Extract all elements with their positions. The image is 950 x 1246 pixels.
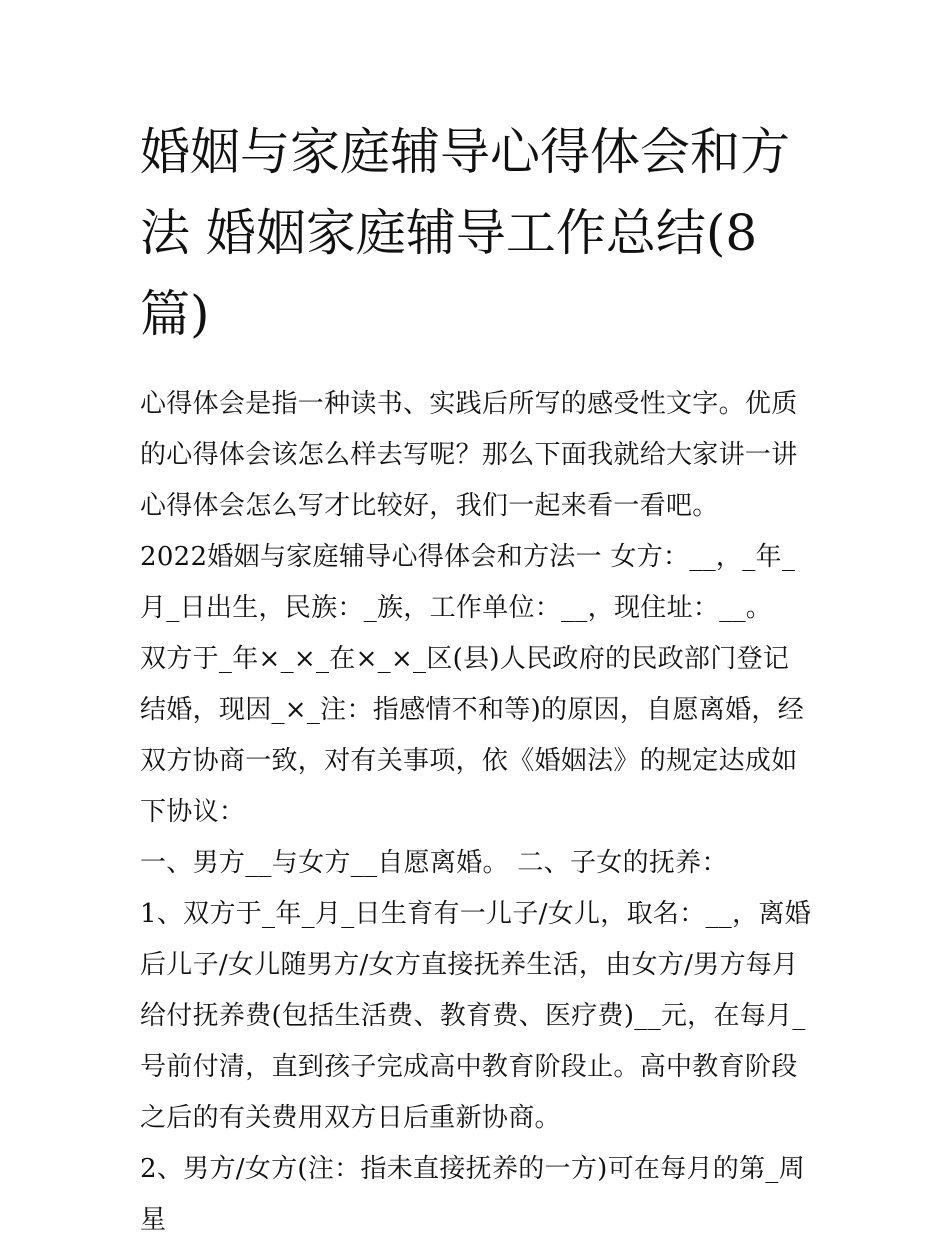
paragraph-visitation: 2、男方/女方(注：指未直接抚养的一方)可在每月的第_周星 bbox=[140, 1154, 805, 1235]
paragraph-clause-1: 一、男方__与女方__自愿离婚。 二、子女的抚养： bbox=[140, 848, 728, 878]
document-body bbox=[140, 379, 812, 1246]
paragraph-marriage-registration: 双方于_年×_×_在×_×_区(县)人民政府的民政部门登记结婚，现因_×_注：指感情不和等)的原因，自愿离婚，经双方协商一致，对有关事项，依《婚姻法》的规定达成如下协议： bbox=[140, 644, 805, 827]
intro-paragraph: 心得体会是指一种读书、实践后所写的感受性文字。优质的心得体会该怎么样去写呢？那么下面我就给大家讲一讲心得体会怎么写才比较好，我们一起来看一看吧。 bbox=[140, 389, 798, 521]
document-title: 婚姻与家庭辅导心得体会和方法 婚姻家庭辅导工作总结(8篇) bbox=[140, 123, 790, 343]
paragraph-party-info: 2022婚姻与家庭辅导心得体会和方法一 女方：__，_年_月_日出生，民族：_族，工作单位：__，现住址：__。 bbox=[140, 542, 796, 623]
document-page bbox=[140, 112, 812, 1246]
paragraph-child-support: 1、双方于_年_月_日生育有一儿子/女儿，取名：__，离婚后儿子/女儿随男方/女方直接抚养生活，由女方/男方每月给付抚养费(包括生活费、教育费、医疗费)__元，在每月_号前付清，直到孩子完成高中教育阶段止。高中教育阶段之后的有关费用双方日后重新协商。 bbox=[140, 899, 812, 1133]
